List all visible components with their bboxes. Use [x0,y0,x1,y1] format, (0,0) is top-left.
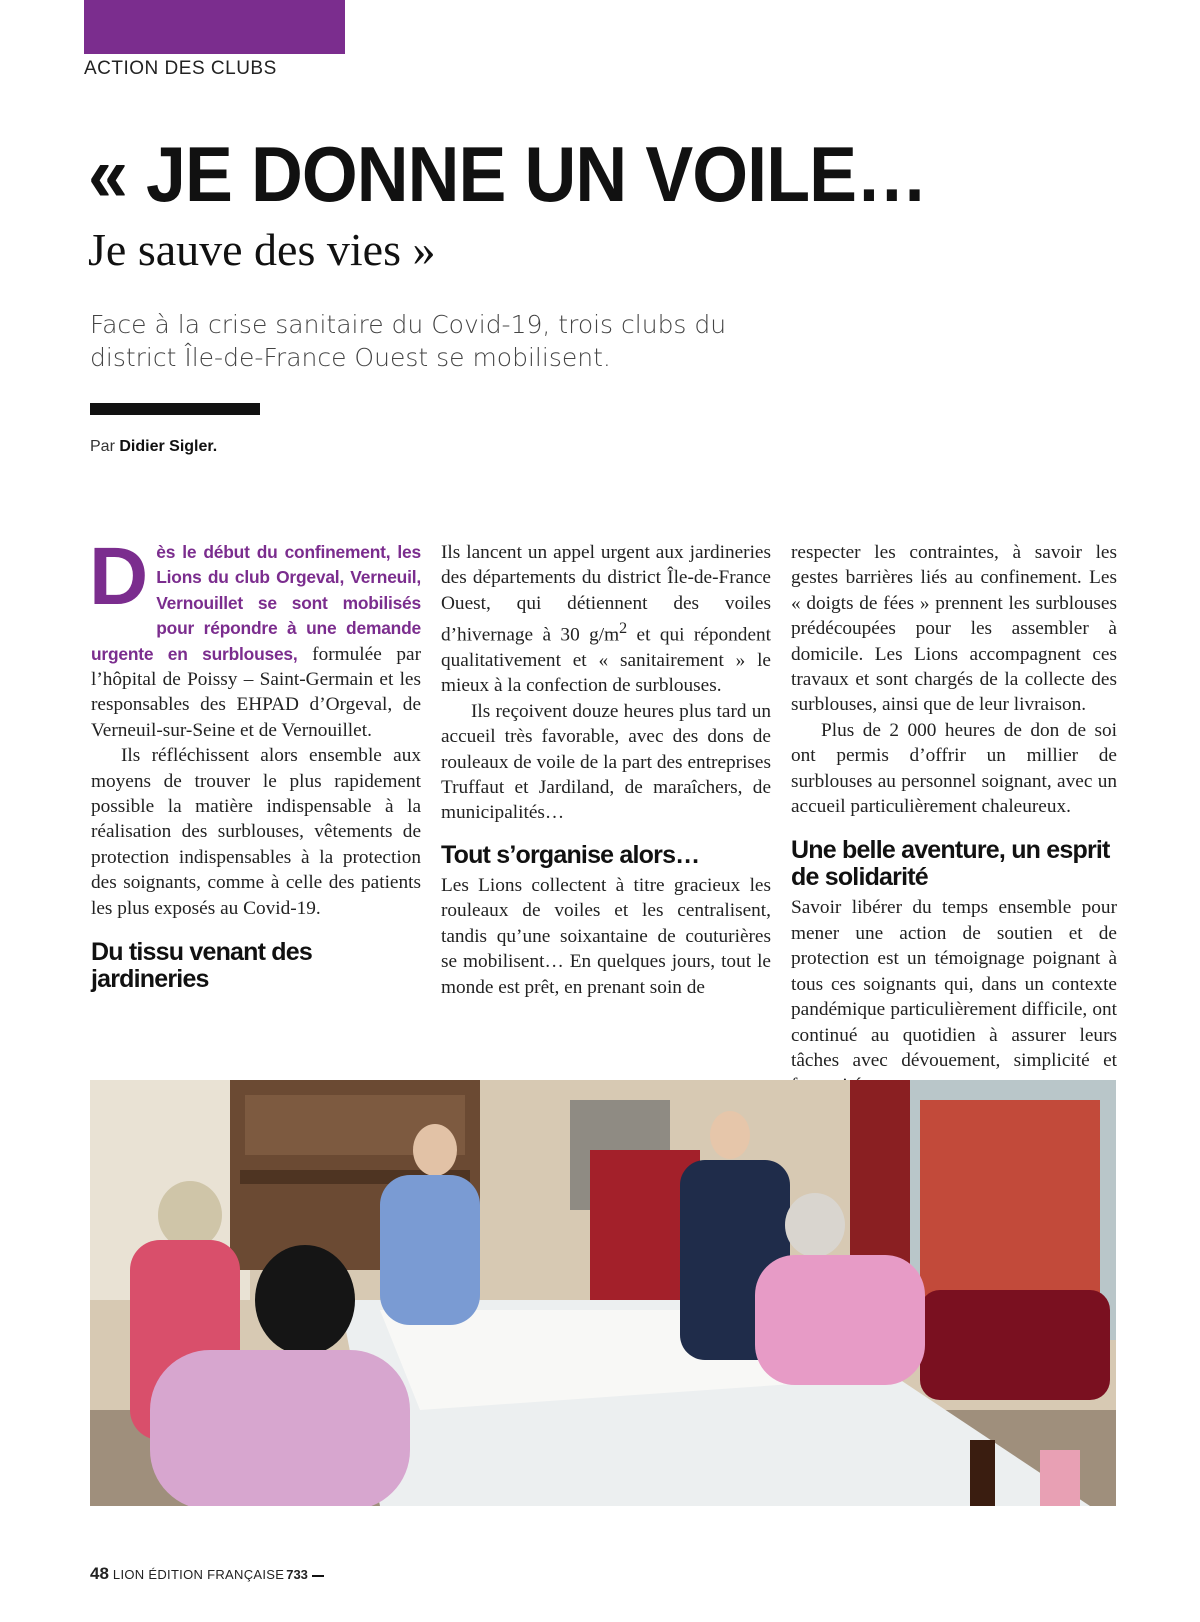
byline [90,438,217,456]
article-paragraph: Savoir libérer du temps ensemble pour mener une action de soutien et de protection est un témoignage poignant à tous ces soignants qui, dans un contexte pandémique particulièrement difficile, ont continué au quotidien à assurer leurs tâches avec dévouement, simplicité et [791,895,1117,1098]
article-subheading: Tout s’organise alors… [441,840,700,869]
drop-cap: D [89,531,149,622]
article-paragraph [89,531,421,743]
article-subtitle: Je sauve des vies » [88,224,436,275]
article-column-2 [441,540,771,1000]
article-paragraph-text: formulée par l’hôpital de Poissy – Saint-Germain et les responsables des EHPAD d’Orgeval, de Verneuil-sur-Seine et de Vernouillet. [91,643,421,741]
superscript: 2 [619,620,628,638]
section-label: ACTION DES CLUBS [84,58,277,79]
article-paragraph: Ils réfléchissent alors ensemble aux moyens de trouver le plus rapidement possible la matière indispensable à la réalisation des surblouses, vêtements de protection indispensables à la protection des soignants, comme à celle des patients les plus exposés au Covid-19. [91,745,421,919]
article-paragraph: respecter les contraintes, à savoir les gestes barrières liés au confinement. Les « doigts de fées » prennent les surblouses prédécoupées pour les assembler à domicile. Les Lions accompagnent ces travaux et sont chargés de la collecte des surblouses, ainsi que de leur livraison. [791,542,1117,716]
article-photo [90,1080,1116,1506]
article-lead: Face à la crise sanitaire du Covid-19, trois clubs du district Île-de-France Ouest se mobilisent. [90,310,727,372]
article-lead-in: ès le début du confinement, les Lions du club Orgeval, Verneuil, Vernouillet se sont mobilisés pour répondre à une demande urgente en surblouses, [91,542,421,664]
article-paragraph: Les Lions collectent à titre gracieux les rouleaux de voiles et les centralisent, tandis qu’une soixantaine de couturières se mobilisent… En quelques jours, tout le monde est prêt, en prenant soin de [441,874,771,998]
photo-illustration [90,1080,1116,1506]
section-color-bar [84,0,345,54]
byline-prefix: Par [90,438,115,455]
page-number: 48 [90,1564,109,1583]
magazine-name: LION ÉDITION FRANÇAISE [112,1567,285,1582]
article-column-3 [791,540,1117,1099]
page-footer [90,1564,324,1584]
byline-author: Didier Sigler. [119,438,218,455]
footer-rule [312,1575,324,1577]
article-subheading: Du tissu venant des jardineries [91,938,312,994]
article-column-1 [89,531,421,997]
article-paragraph-text: Ils lancent un appel urgent aux jardineries des départements du district Île-de-France Ouest, qui détiennent des voiles d’hivernage à 30 g/m [441,542,771,646]
title-rule [90,403,260,415]
article-subheading: Une belle aventure, un esprit de solidarité [791,836,1110,892]
article-title: « JE DONNE UN VOILE… [88,130,927,218]
article-paragraph: Ils reçoivent douze heures plus tard un accueil très favorable, avec des dons de rouleaux de voile de la part des entreprises Truffaut et Jardiland, de maraîchers, de municipalités… [441,700,771,824]
issue-number: 733 [286,1567,308,1582]
article-paragraph [441,540,771,699]
article-paragraph: Plus de 2 000 heures de don de soi ont permis d’offrir un millier de surblouses au personnel soignant, avec un accueil particulièrement chaleureux. [791,719,1117,818]
article-paragraph-text: et qui répondent qualitativement et « sanitairement » le mieux à la confection de surblouses. [441,624,771,697]
